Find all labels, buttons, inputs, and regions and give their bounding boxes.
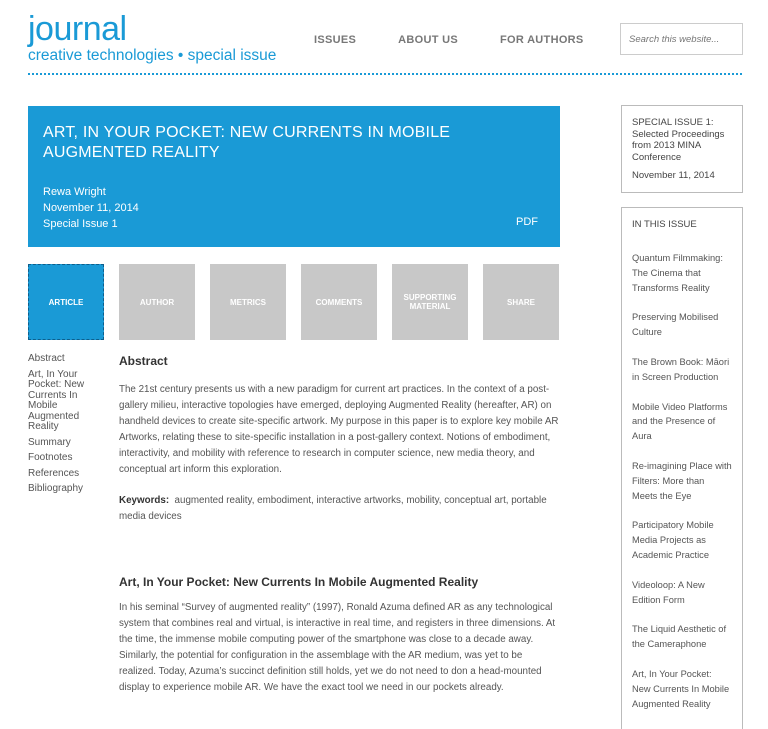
main-nav bbox=[314, 34, 584, 46]
keywords-text: augmented reality, embodiment, interactive artworks, mobility, conceptual art, portable media devices bbox=[119, 495, 547, 522]
article-date: November 11, 2014 bbox=[43, 202, 139, 214]
site-logo[interactable] bbox=[28, 12, 276, 65]
pdf-link[interactable]: PDF bbox=[516, 216, 538, 228]
toc-item-art-in-your-pocket[interactable]: Art, In Your Pocket: New Currents In Mobile Augmented Reality bbox=[28, 368, 85, 432]
issue-item[interactable]: The Liquid Aesthetic of the Cameraphone bbox=[632, 624, 727, 650]
issue-item[interactable]: Participatory Mobile Media Projects as Academic Practice bbox=[632, 520, 714, 560]
issue-item[interactable]: Mobile Video Platforms and the Presence of Aura bbox=[632, 401, 728, 442]
section-text: In his seminal “Survey of augmented reality” (1997), Ronald Azuma defined AR as any technological system that combines real and virtual, is interactive in real time, and registers in three dimensions. At the time, the immense mobile computing power of the smartphone was close to a decade away. Similarly, the potential for configuration in the assemblage with the AR medium, was yet to be realized. Today, Azuma’s succinct definition still holds, yet we do not need to don a head-mounted display to experience mobile AR. We have the exact tool we need in our pockets already. bbox=[119, 602, 556, 693]
tab-metrics[interactable]: METRICS bbox=[210, 264, 286, 340]
logo-title: journal bbox=[28, 10, 127, 48]
special-issue-title[interactable]: SPECIAL ISSUE 1: Selected Proceedings from 2013 MINA Conference bbox=[632, 117, 725, 163]
keywords bbox=[119, 493, 561, 525]
article-author[interactable]: Rewa Wright bbox=[43, 186, 106, 198]
in-this-issue-box bbox=[621, 207, 743, 729]
issue-item[interactable]: Preserving Mobilised Culture bbox=[632, 312, 719, 338]
issue-item[interactable]: The Brown Book: Māori in Screen Production bbox=[632, 356, 730, 382]
logo-subtitle: creative technologies • special issue bbox=[28, 47, 277, 64]
issue-item[interactable]: Quantum Filmmaking: The Cinema that Transforms Reality bbox=[632, 253, 723, 293]
in-this-issue-title: IN THIS ISSUE bbox=[632, 219, 697, 230]
abstract-text: The 21st century presents us with a new paradigm for current art practices. In the context of a post-gallery milieu, interactive topologies have emerged, deploying Augmented Reality (hereafter, AR) on handheld devices to create site-specific artwork. My purpose in this paper is to explore key mobile AR Artworks, relating these to site-specific installation in a post-gallery context. Notions of embodiment, interactivity, and mobility with reference to research in computer science, new media theory, and conceptual art inform this exploration. bbox=[119, 384, 559, 475]
article-body bbox=[119, 354, 561, 696]
article-hero bbox=[28, 106, 560, 247]
nav-about-us[interactable]: ABOUT US bbox=[398, 34, 458, 46]
article-title: ART, IN YOUR POCKET: NEW CURRENTS IN MOBILE AUGMENTED REALITY bbox=[43, 124, 451, 161]
toc-item-references[interactable]: References bbox=[28, 467, 80, 479]
article-issue[interactable]: Special Issue 1 bbox=[43, 218, 118, 230]
nav-issues[interactable]: ISSUES bbox=[314, 34, 357, 46]
nav-for-authors[interactable]: FOR AUTHORS bbox=[500, 34, 584, 46]
tab-author[interactable]: AUTHOR bbox=[119, 264, 195, 340]
article-toc bbox=[28, 354, 106, 500]
keywords-label: Keywords: bbox=[119, 495, 170, 506]
tab-supporting-material[interactable]: SUPPORTING MATERIAL bbox=[392, 264, 468, 340]
toc-item-abstract[interactable]: Abstract bbox=[28, 353, 65, 364]
article-meta bbox=[43, 184, 139, 232]
tab-article[interactable]: ARTICLE bbox=[28, 264, 104, 340]
header-divider bbox=[28, 73, 742, 75]
issue-item[interactable]: Art, In Your Pocket: New Currents In Mobile Augmented Reality bbox=[632, 668, 730, 709]
article-tabs bbox=[28, 264, 574, 340]
special-issue-date: November 11, 2014 bbox=[632, 170, 715, 181]
search-input[interactable] bbox=[620, 23, 743, 55]
issue-item[interactable]: Re-imagining Place with Filters: More than Meets the Eye bbox=[632, 460, 732, 501]
toc-item-summary[interactable]: Summary bbox=[28, 436, 71, 448]
abstract-heading: Abstract bbox=[119, 354, 168, 368]
toc-item-footnotes[interactable]: Footnotes bbox=[28, 452, 73, 463]
special-issue-box bbox=[621, 105, 743, 193]
issue-item[interactable]: Videoloop: A New Edition Form bbox=[632, 579, 705, 605]
tab-share[interactable]: SHARE bbox=[483, 264, 559, 340]
toc-item-bibliography[interactable]: Bibliography bbox=[28, 483, 84, 494]
section-heading: Art, In Your Pocket: New Currents In Mobile Augmented Reality bbox=[119, 575, 479, 589]
tab-comments[interactable]: COMMENTS bbox=[301, 264, 377, 340]
